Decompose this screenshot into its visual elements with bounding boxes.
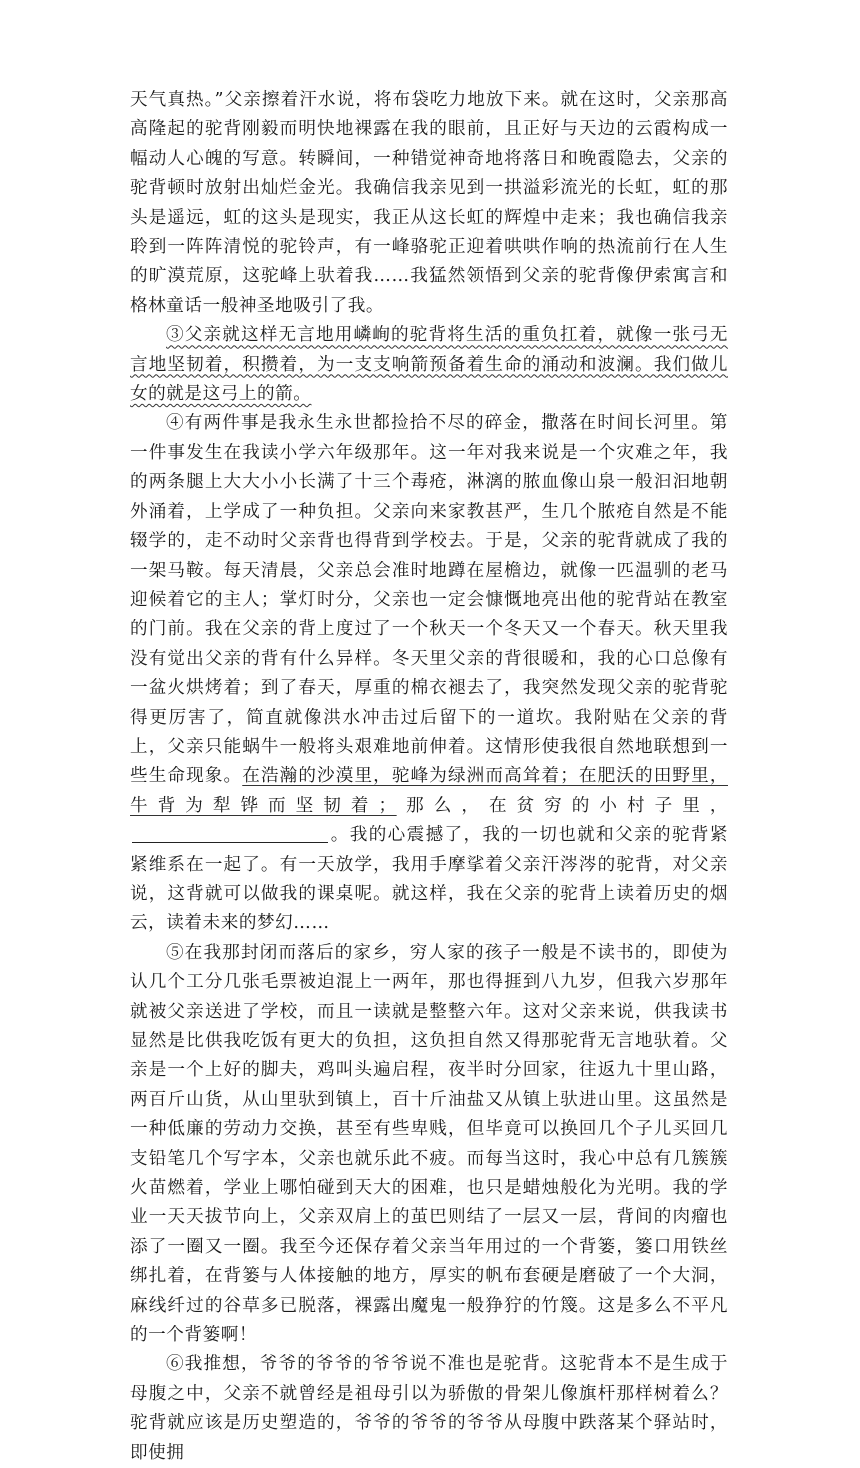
paragraph-3-text: ③父亲就这样无言地用嶙峋的驼背将生活的重负扛着，就像一张弓无言地坚韧着，积攒着，为一支支响箭预备着生命的涌动和波澜。我们做儿女的就是这弓上的箭。	[130, 325, 728, 405]
article-page	[130, 86, 728, 1468]
paragraph-4-part-c: 。我的心震撼了，我的一切也就和父亲的驼背紧紧维系在一起了。有一天放学，我用手摩挲着父亲汗涔涔的驼背，对父亲说，这背就可以做我的课桌呢。就这样，我在父亲的驼背上读着历史的烟云，读着未来的梦幻……	[130, 825, 728, 934]
fill-in-blank	[132, 824, 328, 843]
paragraph-4-part-b: 那么，在贫穷的小村子里，	[396, 795, 728, 816]
paragraph-4-underlined: 在浩瀚的沙漠里，驼峰为绿洲而高耸着；在肥沃的田野里，牛背为犁铧而坚韧着；	[130, 766, 728, 816]
paragraph-4	[130, 409, 728, 938]
paragraph-4-part-a: ④有两件事是我永生永世都捡拾不尽的碎金，撒落在时间长河里。第一件事发生在我读小学六年级那年。这一年对我来说是一个灾难之年，我的两条腿上大大小小长满了十三个毒疮，淋漓的脓血像山泉一般汩汩地朝外涌着，上学成了一种负担。父亲向来家教甚严，生几个脓疮自然是不能辍学的，走不动时父亲背也得背到学校去。于是，父亲的驼背就成了我的一架马鞍。每天清晨，父亲总会准时地蹲在屋檐边，就像一匹温驯的老马迎候着它的主人；掌灯时分，父亲也一定会慷慨地亮出他的驼背站在教室的门前。我在父亲的背上度过了一个秋天一个冬天又一个春天。秋天里我没有觉出父亲的背有什么异样。冬天里父亲的背很暖和，我的心口总像有一盆火烘烤着；到了春天，厚重的棉衣褪去了，我突然发现父亲的驼背驼得更厉害了，简直就像洪水冲击过后留下的一道坎。我附贴在父亲的背上，父亲只能蜗牛一般将头艰难地前伸着。这情形使我很自然地联想到一些生命现象。	[130, 413, 728, 787]
paragraph-5: ⑤在我那封闭而落后的家乡，穷人家的孩子一般是不读书的，即使为认几个工分几张毛票被迫混上一两年，那也得捱到八九岁，但我六岁那年就被父亲送进了学校，而且一读就是整整六年。这对父亲来说，供我读书显然是比供我吃饭有更大的负担，这负担自然又得那驼背无言地驮着。父亲是一个上好的脚夫，鸡叫头遍启程，夜半时分回家，往返九十里山路，两百斤山货，从山里驮到镇上，百十斤油盐又从镇上驮进山里。这虽然是一种低廉的劳动力交换，甚至有些卑贱，但毕竟可以换回几个子儿买回几支铅笔几个写字本，父亲也就乐此不疲。而每当这时，我心中总有几簇簇火苗燃着，学业上哪怕碰到天大的困难，也只是蜡烛般化为光明。我的学业一天天拔节向上，父亲双肩上的茧巴则结了一层又一层，背间的肉瘤也添了一圈又一圈。我至今还保存着父亲当年用过的一个背篓，篓口用铁丝绑扎着，在背篓与人体接触的地方，厚实的帆布套硬是磨破了一个大洞，麻线纤过的谷草多已脱落，裸露出魔鬼一般狰狞的竹篾。这是多么不平凡的一个背篓啊！	[130, 942, 728, 1346]
paragraph-3	[130, 321, 728, 409]
paragraph-continued: 天气真热。”父亲擦着汗水说，将布袋吃力地放下来。就在这时，父亲那高高隆起的驼背刚毅而明快地裸露在我的眼前，且正好与天边的云霞构成一幅动人心魄的写意。转瞬间，一种错觉神奇地将落日和晚霞隐去，父亲的驼背顿时放射出灿烂金光。我确信我亲见到一拱溢彩流光的长虹，虹的那头是遥远，虹的这头是现实，我正从这长虹的辉煌中走来；我也确信我亲聆到一阵阵清悦的驼铃声，有一峰骆驼正迎着哄哄作响的热流前行在人生的旷漠荒原，这驼峰上驮着我……我猛然领悟到父亲的驼背像伊索寓言和格林童话一般神圣地吸引了我。	[130, 90, 728, 316]
paragraph-6: ⑥我推想，爷爷的爷爷的爷爷说不准也是驼背。这驼背本不是生成于母腹之中，父亲不就曾经是祖母引以为骄傲的骨架儿像旗杆那样树着么？驼背就应该是历史塑造的，爷爷的爷爷的爷爷从母腹中跌落某个驿站时，即使拥	[130, 1354, 728, 1463]
